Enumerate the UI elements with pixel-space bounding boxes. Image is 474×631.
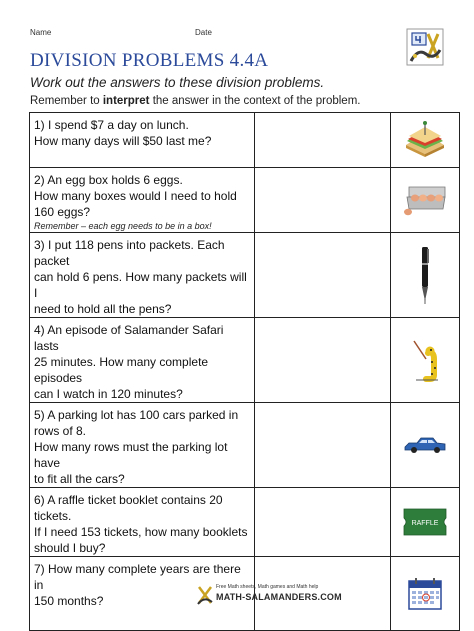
answer-box-3[interactable] — [255, 233, 391, 318]
problem-row-4 — [30, 318, 460, 403]
problem-1-line-2: How many days will $50 last me? — [34, 134, 212, 148]
problem-row-5 — [30, 403, 460, 488]
footer-salamander-icon — [196, 584, 214, 606]
answer-box-4[interactable] — [255, 318, 391, 403]
picture-cell-7 — [391, 557, 460, 631]
date-label: Date — [195, 28, 212, 37]
picture-cell-4 — [391, 318, 460, 403]
problem-6-line-4: should I buy? — [34, 541, 106, 555]
remember-before: Remember to — [30, 95, 103, 107]
picture-cell-1 — [391, 113, 460, 168]
problem-6-line-3: If I need 153 tickets, how many booklets — [34, 525, 248, 539]
raffle-ticket-icon — [402, 507, 448, 537]
problem-text-4 — [30, 318, 255, 403]
problem-2-note: Remember – each egg needs to be in a box! — [34, 221, 212, 231]
problem-row-6 — [30, 488, 460, 557]
problem-5-line-2: rows of 8. — [34, 424, 87, 438]
salamander-icon — [408, 337, 442, 383]
answer-box-5[interactable] — [255, 403, 391, 488]
answer-box-1[interactable] — [255, 113, 391, 168]
picture-cell-3 — [391, 233, 460, 318]
problems-table — [29, 112, 460, 631]
remember-after: the answer in the context of the problem. — [149, 95, 361, 107]
problem-text-6 — [30, 488, 255, 557]
problem-1-line-1: 1) I spend $7 a day on lunch. — [34, 118, 189, 132]
footer-tagline: Free Math sheets, Math games and Math help — [216, 584, 319, 590]
problem-5-line-1: 5) A parking lot has 100 cars parked in — [34, 408, 239, 422]
problem-text-2 — [30, 168, 255, 233]
problem-5-line-3: How many rows must the parking lot have — [34, 440, 228, 470]
problem-3-line-2: can hold 6 pens. How many packets will I — [34, 270, 247, 300]
car-icon — [403, 435, 447, 455]
answer-box-6[interactable] — [255, 488, 391, 557]
problem-5-line-4: to fit all the cars? — [34, 472, 125, 486]
footer-site-link[interactable]: MATH-SALAMANDERS.COM — [216, 592, 342, 602]
problem-3-line-3: need to hold all the pens? — [34, 302, 172, 316]
problem-7-line-2: 150 months? — [34, 594, 104, 608]
calendar-icon — [407, 577, 443, 611]
problem-text-3 — [30, 233, 255, 318]
problem-4-line-1: 4) An episode of Salamander Safari lasts — [34, 323, 224, 353]
picture-cell-5 — [391, 403, 460, 488]
problem-4-line-2: 25 minutes. How many complete episodes — [34, 355, 209, 385]
picture-cell-6 — [391, 488, 460, 557]
problem-row-2 — [30, 168, 460, 233]
name-label: Name — [30, 28, 52, 37]
problem-row-1 — [30, 113, 460, 168]
problem-4-line-3: can I watch in 120 minutes? — [34, 387, 183, 401]
problem-2-line-1: 2) An egg box holds 6 eggs. — [34, 173, 183, 187]
problem-6-line-1: 6) A raffle ticket booklet contains 20 — [34, 493, 223, 507]
page-title: DIVISION PROBLEMS 4.4A — [30, 50, 269, 71]
raffle-ticket-text: RAFFLE — [411, 520, 439, 527]
remember-note — [30, 95, 360, 107]
problem-3-line-1: 3) I put 118 pens into packets. Each packet — [34, 238, 225, 268]
problem-2-line-3: 160 eggs? — [34, 205, 91, 219]
sandwich-icon — [403, 121, 447, 159]
problem-text-5 — [30, 403, 255, 488]
egg-box-icon — [401, 183, 449, 217]
answer-box-2[interactable] — [255, 168, 391, 233]
problem-6-line-2: tickets. — [34, 509, 72, 523]
problem-text-1 — [30, 113, 255, 168]
picture-cell-2 — [391, 168, 460, 233]
problem-row-3 — [30, 233, 460, 318]
salamander-logo-icon — [406, 28, 444, 66]
problem-7-line-1: 7) How many complete years are there in — [34, 562, 241, 592]
page-subtitle: Work out the answers to these division problems. — [30, 75, 325, 90]
problem-2-line-2: How many boxes would I need to hold — [34, 189, 237, 203]
remember-bold: interpret — [102, 95, 150, 107]
pen-icon — [418, 245, 432, 305]
